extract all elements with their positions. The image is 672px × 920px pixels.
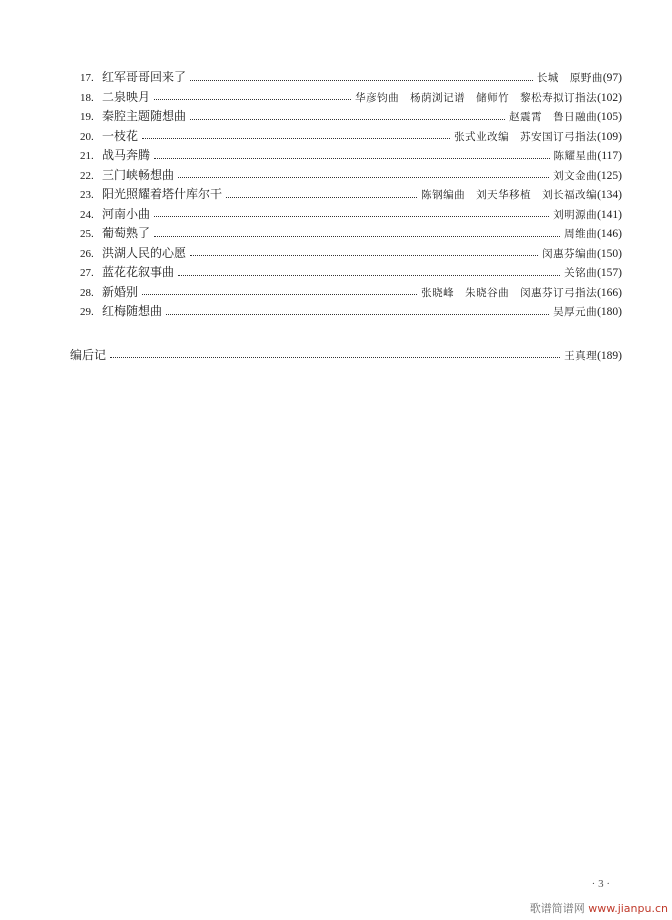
dot-leader [190, 254, 538, 256]
entry-page: (146) [597, 228, 622, 240]
entry-credit: 刘文金曲 [553, 169, 598, 182]
entry-number: 24. [80, 208, 94, 221]
dot-leader [190, 118, 505, 120]
entry-credit: 华彦钧曲 杨荫浏记谱 储师竹 黎松寿拟订指法 [355, 91, 598, 104]
entry-page: (125) [597, 169, 622, 182]
entry-title: 葡萄熟了 [102, 226, 151, 240]
toc-entry[interactable] [80, 185, 622, 205]
dot-leader [190, 79, 533, 81]
entry-number: 22. [80, 169, 94, 182]
entry-number: 27. [80, 267, 94, 279]
entry-page: (97) [602, 72, 622, 84]
entry-page: (150) [597, 247, 622, 260]
entry-title: 三门峡畅想曲 [102, 167, 175, 182]
entry-title: 秦腔主题随想曲 [102, 109, 187, 123]
toc-entry[interactable] [80, 283, 622, 303]
entry-title: 红梅随想曲 [102, 304, 163, 318]
toc-entry[interactable] [80, 68, 622, 88]
entry-credit: 吴厚元曲 [553, 306, 598, 318]
afterword-page: (189) [597, 350, 622, 362]
toc-entry[interactable] [80, 127, 622, 147]
toc-entry[interactable] [80, 146, 622, 166]
dot-leader [154, 157, 550, 159]
entry-number: 26. [80, 247, 94, 260]
entry-credit: 关铭曲 [564, 267, 598, 279]
toc-entry[interactable] [80, 107, 622, 127]
toc-entry[interactable] [80, 224, 622, 244]
entry-credit: 闵惠芬编曲 [542, 247, 598, 260]
page-number: · 3 · [591, 878, 610, 890]
entry-credit: 陈钢编曲 刘天华移植 刘长福改编 [421, 189, 598, 201]
entry-number: 23. [80, 189, 94, 201]
entry-title: 蓝花花叙事曲 [102, 265, 175, 279]
entry-page: (157) [597, 267, 622, 279]
entry-number: 29. [80, 306, 94, 318]
toc-entry[interactable] [80, 205, 622, 225]
dot-leader [226, 196, 417, 198]
dot-leader [178, 176, 549, 178]
entry-credit: 陈耀星曲 [553, 150, 598, 162]
table-of-contents [80, 68, 622, 322]
entry-number: 19. [80, 111, 94, 123]
entry-title: 红军哥哥回来了 [102, 70, 187, 84]
watermark-site: www.jianpu.cn [588, 902, 668, 915]
entry-number: 20. [80, 130, 94, 143]
entry-page: (109) [597, 130, 622, 143]
toc-entry[interactable] [80, 302, 622, 322]
dot-leader [154, 215, 549, 217]
entry-credit: 长城 原野曲 [536, 72, 603, 84]
entry-credit: 刘明源曲 [553, 208, 598, 221]
entry-page: (105) [597, 111, 622, 123]
entry-title: 一枝花 [102, 128, 139, 143]
entry-title: 新婚别 [102, 284, 139, 299]
watermark [530, 900, 668, 916]
entry-number: 21. [80, 150, 94, 162]
entry-credit: 张晓峰 朱晓谷曲 闵惠芬订弓指法 [421, 286, 598, 299]
dot-leader [154, 235, 560, 237]
dot-leader [110, 356, 560, 358]
toc-entry[interactable] [80, 88, 622, 108]
entry-title: 河南小曲 [102, 206, 151, 221]
entry-credit: 张式业改编 苏安国订弓指法 [454, 130, 598, 143]
entry-page: (141) [597, 208, 622, 221]
entry-number: 18. [80, 91, 94, 104]
dot-leader [154, 98, 351, 100]
entry-title: 战马奔腾 [102, 148, 151, 162]
entry-credit: 周维曲 [564, 228, 598, 240]
toc-entry[interactable] [80, 244, 622, 264]
afterword-title: 编后记 [70, 348, 107, 362]
entry-page: (180) [597, 306, 622, 318]
entry-credit: 赵震霄 鲁日融曲 [509, 111, 598, 123]
entry-page: (117) [597, 150, 622, 162]
toc-entry-afterword[interactable] [70, 345, 622, 365]
dot-leader [166, 313, 549, 315]
entry-page: (134) [597, 189, 622, 201]
entry-number: 28. [80, 286, 94, 299]
entry-page: (102) [597, 91, 622, 104]
entry-title: 阳光照耀着塔什库尔干 [102, 187, 223, 201]
dot-leader [142, 293, 417, 295]
dot-leader [142, 137, 450, 139]
dot-leader [178, 274, 560, 276]
toc-entry[interactable] [80, 263, 622, 283]
entry-title: 洪湖人民的心愿 [102, 245, 187, 260]
toc-entry[interactable] [80, 166, 622, 186]
watermark-label: 歌谱简谱网 [529, 902, 585, 915]
entry-page: (166) [597, 286, 622, 299]
entry-number: 17. [80, 72, 94, 84]
entry-number: 25. [80, 228, 94, 240]
entry-title: 二泉映月 [102, 89, 151, 104]
afterword-credit: 王真理 [564, 350, 598, 362]
